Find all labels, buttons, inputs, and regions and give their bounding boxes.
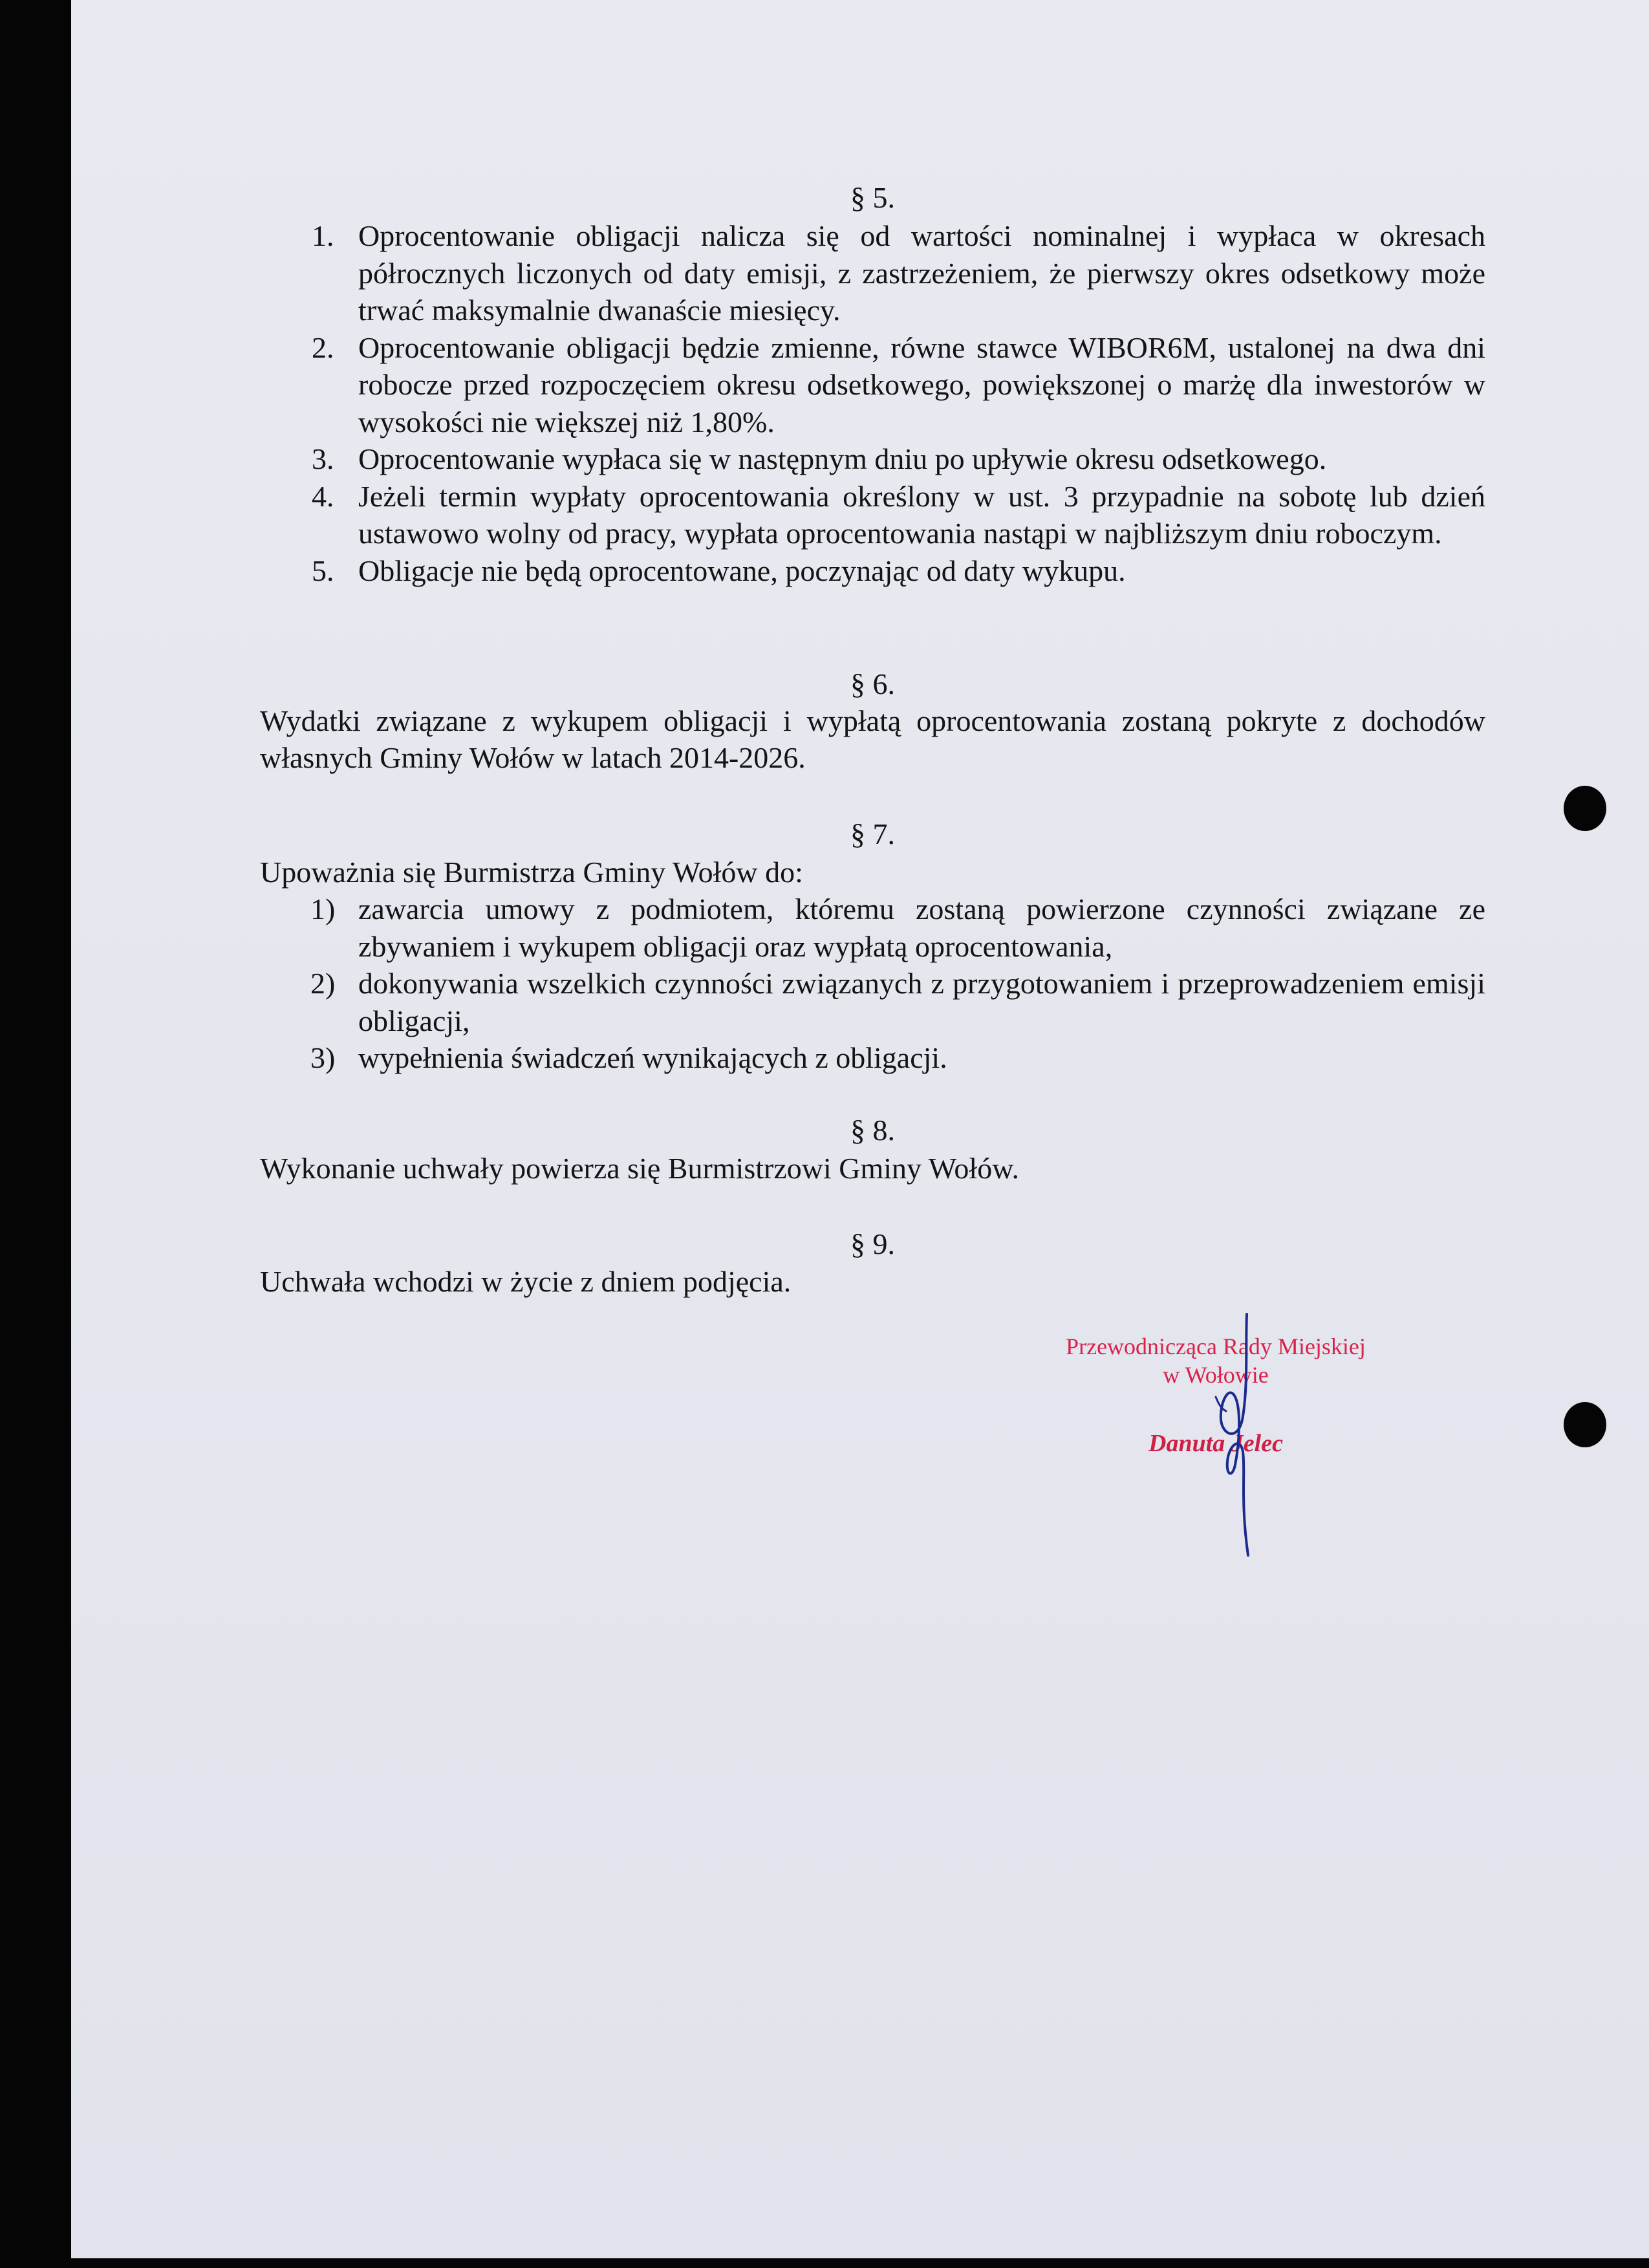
item-text: Jeżeli termin wypłaty oprocentowania określony w ust. 3 przypadnie na sobotę lub dzień ustawowo wolny od pracy, wypłata oprocentowania nastąpi w najbliższym dniu roboczym. <box>358 479 1485 550</box>
item-text: wypełnienia świadczeń wynikających z obligacji. <box>358 1041 947 1074</box>
item-number: 1. <box>312 219 334 252</box>
section-5-item-1 <box>305 217 1485 329</box>
item-number: 5. <box>312 554 334 587</box>
punch-hole-upper <box>1564 786 1606 831</box>
stamp-title: Przewodnicząca Rady Miejskiej <box>1066 1334 1366 1359</box>
item-number: 4. <box>312 479 334 513</box>
section-5-item-5 <box>305 552 1485 590</box>
item-number: 3) <box>310 1041 336 1074</box>
scan-left-edge <box>0 0 71 2268</box>
section-5-item-4 <box>305 478 1485 552</box>
section-8-text: Wykonanie uchwały powierza się Burmistrzowi Gminy Wołów. <box>260 1152 1019 1185</box>
section-6-heading: § 6. <box>850 667 895 700</box>
item-text: Oprocentowanie wypłaca się w następnym dniu po upływie okresu odsetkowego. <box>358 442 1327 475</box>
section-6-text: Wydatki związane z wykupem obligacji i wypłatą oprocentowania zostaną pokryte z dochodów własnych Gminy Wołów w latach 2014-2026. <box>260 704 1485 774</box>
section-9-text: Uchwała wchodzi w życie z dniem podjęcia. <box>260 1265 792 1298</box>
section-5-item-2 <box>305 329 1485 441</box>
item-number: 3. <box>312 442 334 475</box>
handwritten-signature <box>1183 1306 1274 1565</box>
item-text: Obligacje nie będą oprocentowane, poczynając od daty wykupu. <box>358 554 1126 587</box>
section-7-item-2 <box>305 965 1485 1039</box>
item-text: Oprocentowanie obligacji nalicza się od wartości nominalnej i wypłaca w okresach półrocznych liczonych od daty emisji, z zastrzeżeniem, że pierwszy okres odsetkowy może trwać maksymalnie dwanaście miesięcy. <box>358 219 1485 327</box>
section-5-item-3 <box>305 440 1485 478</box>
section-5-list <box>305 217 1485 589</box>
item-number: 2. <box>312 330 334 364</box>
section-7-item-1 <box>305 891 1485 965</box>
item-text: zawarcia umowy z podmiotem, któremu zostaną powierzone czynności związane ze zbywaniem i wykupem obligacji oraz wypłatą oprocentowania, <box>358 892 1485 963</box>
section-8-heading: § 8. <box>850 1114 895 1147</box>
punch-hole-lower <box>1564 1402 1606 1447</box>
section-7-heading: § 7. <box>850 817 895 850</box>
section-7-item-3 <box>305 1039 1485 1077</box>
section-7-list <box>305 891 1485 1077</box>
section-5-heading: § 5. <box>850 181 895 214</box>
section-9-heading: § 9. <box>850 1227 895 1260</box>
item-text: dokonywania wszelkich czynności związanych z przygotowaniem i przeprowadzeniem emisji obligacji, <box>358 967 1485 1037</box>
item-number: 1) <box>310 892 336 925</box>
scan-bottom-edge <box>0 2258 1649 2268</box>
item-text: Oprocentowanie obligacji będzie zmienne, równe stawce WIBOR6M, ustalonej na dwa dni robocze przed rozpoczęciem okresu odsetkowego, powiększonej o marżę dla inwestorów w wysokości nie większej niż 1,80%. <box>358 330 1485 438</box>
section-7-intro: Upoważnia się Burmistrza Gminy Wołów do: <box>260 856 803 889</box>
stamp-location: w Wołowie <box>1163 1362 1269 1388</box>
stamp-name: Danuta Jelec <box>1148 1430 1283 1457</box>
item-number: 2) <box>310 967 336 1000</box>
